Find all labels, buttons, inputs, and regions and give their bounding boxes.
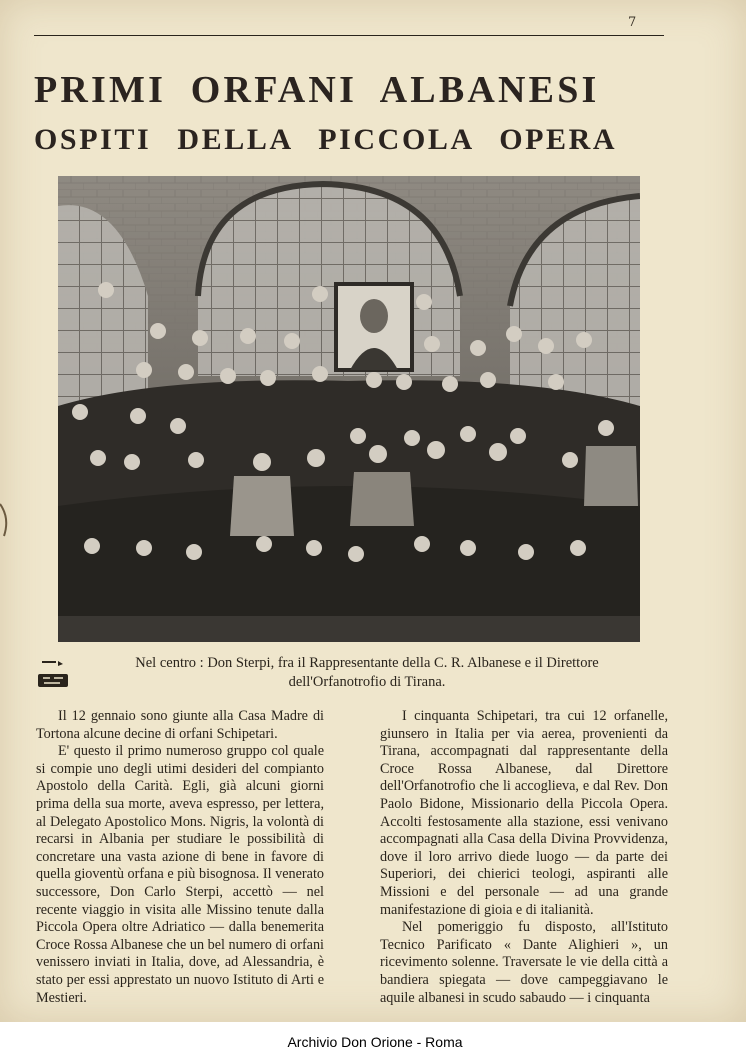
article-paragraph: Il 12 gennaio sono giunte alla Casa Madre di Tortona alcune decine di orfani Schipetari. <box>36 708 324 742</box>
article-paragraph: E' questo il primo numeroso gruppo col quale si compie uno degli utimi desideri del compianto Apostolo della Carità. Egli, già alcuni giorni prima della sua morte, aveva espresso, per lettera, al Delegato Apostolico Mons. Nigris, la volontà di recarsi in Albania per studiare le possibilità di concretare una vasta azione di bene in favore di quella gioventù orfana e più bisognosa. Il venerato successore, Don Carlo Sterpi, accettò — nel recente viaggio in visita alle Missino tenute dalla Piccola Opera oltre Adriatico — dalla benemerita Croce Rossa Albanese che un bel numero di orfani venissero inviati in Italia, dove, ad Alessandria, è stato per essi apprestato un nuovo Istituto di Arti e Mestieri. <box>36 743 324 1006</box>
photo-caption <box>72 654 662 692</box>
article-paragraph: I cinquanta Schipetari, tra cui 12 orfanelle, giunsero in Italia per via aerea, provenienti da Tirana, accompagnati dal rappresentante della Croce Rossa Albanese, dal Direttore dell'Orfanotrofio che li accoglieva, e dal Rev. Don Paolo Bidone, Missionario della Piccola Opera. Accolti festosamente alla stazione, essi venivano accompagnati alla Casa della Divina Provvidenza, dove il loro arrivo diede luogo — da parte dei Superiori, dei chierici teologi, aspiranti alle Missioni e del personale — ad una grande manifestazione di gioia e di italianità. <box>380 708 668 918</box>
article-column-left <box>36 708 324 1007</box>
top-rule-divider <box>34 35 664 36</box>
group-photo-image <box>58 176 640 642</box>
article-paragraph: Nel pomeriggio fu disposto, all'Istituto Tecnico Parificato « Dante Alighieri », un ricevimento solenne. Traversate le vie della città a bandiera spiegata — dove campeggiavano le aquile albanesi in scudo sabaudo — i cinquanta <box>380 919 668 1006</box>
headline-line-1: PRIMI ORFANI ALBANESI <box>34 69 600 111</box>
group-photo <box>58 176 640 642</box>
headline-line-2: OSPITI DELLA PICCOLA OPERA <box>34 123 618 156</box>
page-edge-mark <box>0 500 14 540</box>
hand-pointer-icon <box>36 658 70 690</box>
article-column-right <box>380 708 668 1007</box>
caption-line-1: Nel centro : Don Sterpi, fra il Rappresentante della C. R. Albanese e il Direttore <box>135 655 599 671</box>
archive-footer: Archivio Don Orione - Roma <box>287 1034 463 1050</box>
caption-line-2: dell'Orfanotrofio di Tirana. <box>288 674 446 690</box>
page-number: 7 <box>628 15 637 30</box>
